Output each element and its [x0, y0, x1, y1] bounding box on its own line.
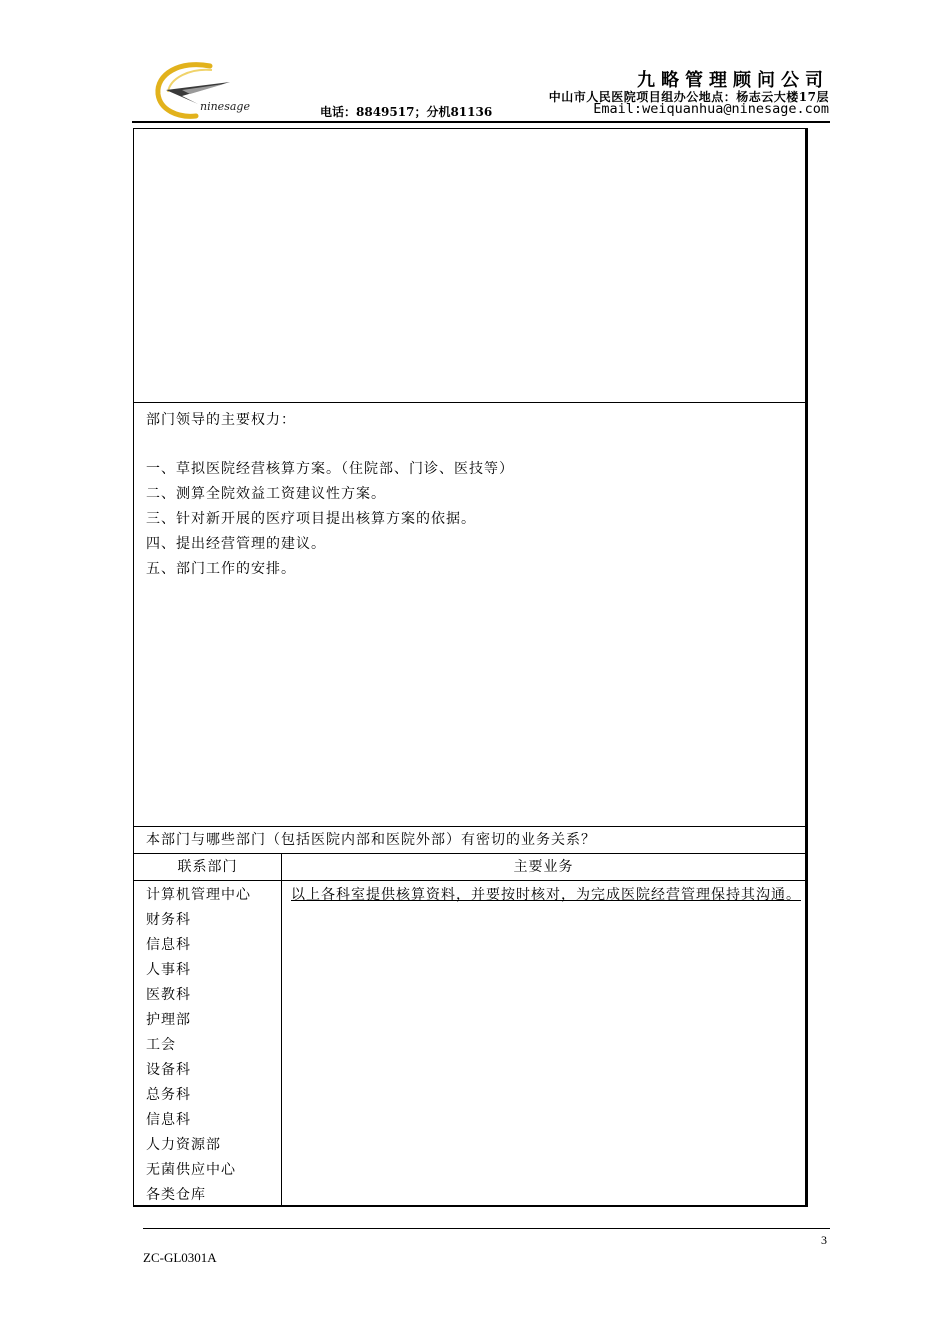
department-item: 各类仓库: [146, 1187, 206, 1203]
company-email: Email:weiquanhua@ninesage.com: [593, 101, 829, 117]
ninesage-logo-icon: [152, 60, 264, 122]
blank-section: [133, 128, 806, 403]
powers-title: 部门领导的主要权力：: [146, 412, 296, 428]
column-header-department: 联系部门: [134, 854, 281, 881]
department-item: 设备科: [146, 1062, 191, 1078]
department-item: 计算机管理中心: [146, 887, 251, 903]
company-address: 中山市人民医院项目组办公地点：杨志云大楼17层: [548, 90, 829, 104]
department-item: 医教科: [146, 987, 191, 1003]
department-item: 护理部: [146, 1012, 191, 1028]
logo-text: ninesage: [200, 100, 250, 113]
department-item: 总务科: [146, 1087, 191, 1103]
relations-table: [133, 826, 806, 1207]
department-item: 人力资源部: [146, 1137, 221, 1153]
company-phone: 电话：8849517；分机81136: [320, 105, 493, 119]
company-logo: [152, 60, 264, 122]
powers-section: [133, 402, 806, 827]
column-divider: [281, 854, 282, 1206]
power-item: 二、测算全院效益工资建议性方案。: [146, 486, 386, 502]
department-item: 信息科: [146, 1112, 191, 1128]
department-item: 工会: [146, 1037, 176, 1053]
power-item: 四、提出经营管理的建议。: [146, 536, 326, 552]
power-item: 一、草拟医院经营核算方案。（住院部、门诊、医技等）: [146, 461, 514, 477]
table-shadow-right: [805, 128, 808, 1207]
header-rule: [132, 121, 830, 123]
power-item: 三、针对新开展的医疗项目提出核算方案的依据。: [146, 511, 476, 527]
department-item: 财务科: [146, 912, 191, 928]
relations-question: 本部门与哪些部门（包括医院内部和医院外部）有密切的业务关系？: [134, 827, 805, 854]
powers-list: [146, 457, 514, 582]
company-name: 九略管理顾问公司: [637, 70, 829, 91]
department-list: [146, 883, 251, 1208]
department-item: 无菌供应中心: [146, 1162, 236, 1178]
column-header-business: 主要业务: [282, 854, 805, 881]
page-number: 3: [821, 1233, 827, 1247]
document-code: ZC-GL0301A: [143, 1250, 217, 1265]
power-item: 五、部门工作的安排。: [146, 561, 296, 577]
footer-rule: [143, 1228, 830, 1229]
department-item: 人事科: [146, 962, 191, 978]
business-description: 以上各科室提供核算资料，并要按时核对，为完成医院经营管理保持其沟通。: [291, 887, 801, 903]
table-shadow-bottom: [133, 1205, 808, 1207]
department-item: 信息科: [146, 937, 191, 953]
